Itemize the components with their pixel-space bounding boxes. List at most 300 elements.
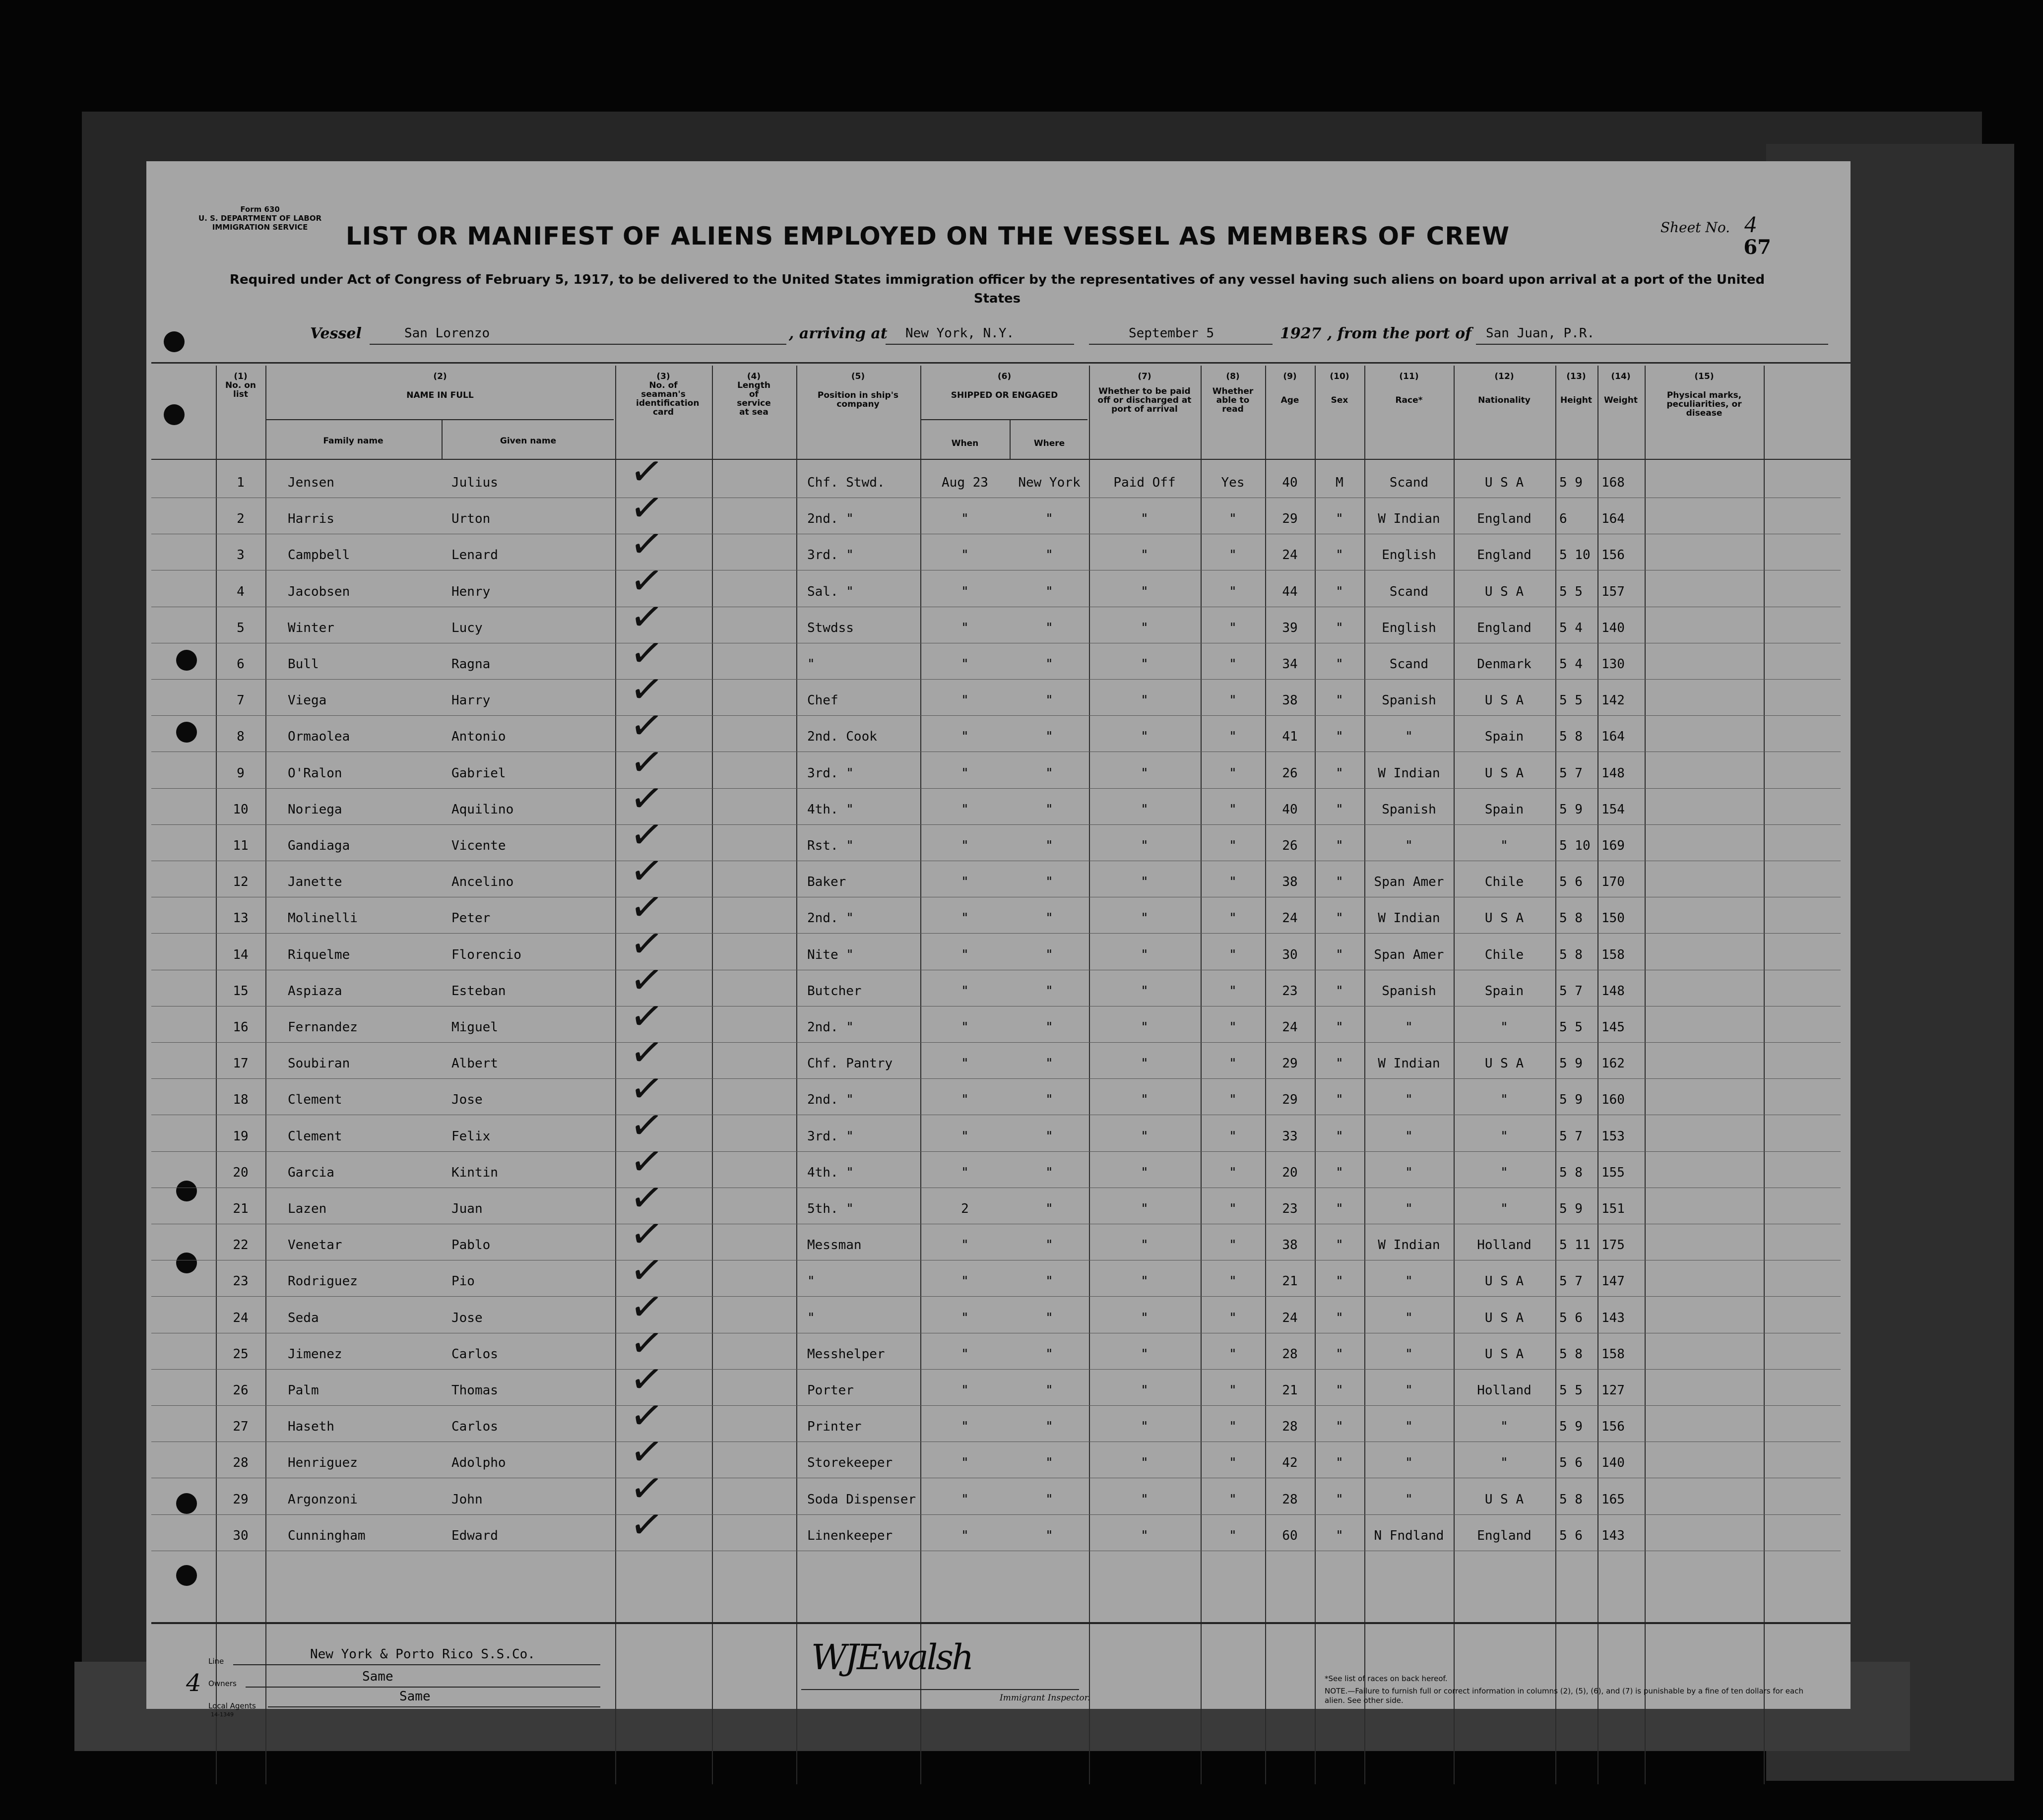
cell-position: 3rd. " [807, 765, 854, 781]
cell-paid-off: " [1141, 1165, 1149, 1180]
check-mark-icon: ✓ [627, 954, 667, 1005]
cell-given-name: Albert [451, 1056, 498, 1071]
cell-family-name: Jimenez [288, 1346, 342, 1362]
cell-position: Stwdss [807, 620, 854, 635]
cell-nationality: U S A [1484, 1310, 1524, 1325]
cell-shipped-where: " [1045, 983, 1053, 999]
cell-paid-off: " [1141, 1274, 1149, 1289]
cell-nationality: " [1500, 838, 1508, 853]
cell-age: 24 [1282, 1310, 1298, 1325]
cell-sex: " [1336, 838, 1343, 853]
cell-position: Chf. Stwd. [807, 475, 885, 490]
cell-sex: " [1336, 802, 1343, 817]
cell-sex: " [1336, 693, 1343, 708]
cell-paid-off: " [1141, 1419, 1149, 1435]
cell-weight: 153 [1601, 1129, 1625, 1144]
cell-family-name: Argonzoni [288, 1492, 358, 1507]
cell-row-number: 10 [233, 802, 249, 817]
cell-position: 2nd. " [807, 911, 854, 926]
cell-height: 5 7 [1559, 1129, 1583, 1144]
cell-given-name: Peter [451, 911, 491, 926]
cell-age: 38 [1282, 1238, 1298, 1253]
header-bottom-rule [151, 459, 1851, 460]
cell-given-name: Edward [451, 1528, 498, 1543]
cell-shipped-when: " [961, 511, 969, 527]
cell-height: 6 [1559, 511, 1567, 527]
cell-row-number: 23 [233, 1274, 249, 1289]
cell-nationality: Holland [1477, 1383, 1532, 1398]
cell-shipped-where: " [1045, 1310, 1053, 1325]
cell-row-number: 26 [233, 1383, 249, 1398]
cell-paid-off: " [1141, 511, 1149, 527]
cell-height: 5 4 [1559, 657, 1583, 672]
check-mark-icon: ✓ [627, 700, 667, 751]
cell-age: 40 [1282, 475, 1298, 490]
cell-shipped-where: " [1045, 1383, 1053, 1398]
cell-race: " [1405, 1455, 1413, 1471]
cell-given-name: Pio [451, 1274, 475, 1289]
cell-height: 5 5 [1559, 1383, 1583, 1398]
cell-race: English [1382, 548, 1436, 563]
cell-sex: " [1336, 1528, 1343, 1543]
cell-nationality: " [1500, 1419, 1508, 1435]
cell-age: 34 [1282, 657, 1298, 672]
cell-race: " [1405, 1419, 1413, 1435]
check-mark-icon: ✓ [627, 446, 667, 497]
check-mark-icon: ✓ [627, 1354, 667, 1405]
cell-family-name: Bull [288, 657, 319, 672]
cell-able-to-read: " [1229, 1165, 1237, 1180]
cell-row-number: 14 [233, 947, 249, 962]
arrival-port: New York, N.Y. [905, 326, 1015, 341]
cell-sex: " [1336, 1056, 1343, 1071]
cell-sex: " [1336, 911, 1343, 926]
cell-position: 5th. " [807, 1201, 854, 1216]
agents-value: Same [399, 1689, 431, 1704]
cell-nationality: " [1500, 1020, 1508, 1035]
cell-row-number: 29 [233, 1492, 249, 1507]
cell-height: 5 8 [1559, 1165, 1583, 1180]
cell-weight: 164 [1601, 729, 1625, 745]
cell-sex: " [1336, 1274, 1343, 1289]
cell-height: 5 10 [1559, 548, 1591, 563]
cell-shipped-when: " [961, 1238, 969, 1253]
cell-sex: " [1336, 765, 1343, 781]
cell-age: 29 [1282, 511, 1298, 527]
cell-family-name: Aspiaza [288, 983, 342, 999]
cell-age: 26 [1282, 765, 1298, 781]
cell-nationality: Holland [1477, 1238, 1532, 1253]
cell-row-number: 6 [237, 657, 245, 672]
cell-shipped-where: " [1045, 584, 1053, 599]
cell-able-to-read: " [1229, 548, 1237, 563]
cell-given-name: Carlos [451, 1419, 498, 1435]
cell-race: English [1382, 620, 1436, 635]
inspector-signature: WJEwalsh [811, 1637, 972, 1678]
cell-paid-off: " [1141, 1383, 1149, 1398]
cell-nationality: England [1477, 548, 1532, 563]
cell-race: Spanish [1382, 983, 1436, 999]
cell-weight: 170 [1601, 875, 1625, 890]
page-subtitle: Required under Act of Congress of February 5, 1917, to be delivered to the United States immigration officer by the representatives of any vessel having such aliens on board upon arrival at a port of the United States [229, 272, 1765, 306]
cell-family-name: Lazen [288, 1201, 327, 1216]
cell-able-to-read: " [1229, 511, 1237, 527]
cell-sex: " [1336, 1455, 1343, 1471]
cell-race: W Indian [1378, 511, 1440, 527]
cell-able-to-read: " [1229, 875, 1237, 890]
cell-weight: 156 [1601, 548, 1625, 563]
cell-height: 5 8 [1559, 1346, 1583, 1362]
check-mark-icon: ✓ [627, 519, 667, 569]
cell-family-name: Janette [288, 875, 342, 890]
check-mark-icon: ✓ [627, 1281, 667, 1332]
cell-height: 5 9 [1559, 1092, 1583, 1108]
cell-able-to-read: " [1229, 911, 1237, 926]
punch-hole [164, 331, 185, 352]
cell-nationality: U S A [1484, 1346, 1524, 1362]
cell-sex: " [1336, 1419, 1343, 1435]
cell-family-name: Soubiran [288, 1056, 350, 1071]
col-id-card-header: (3) No. of seaman's identification card [636, 372, 700, 417]
cell-shipped-where: " [1045, 1346, 1053, 1362]
vessel-name: San Lorenzo [404, 326, 490, 341]
cell-shipped-where: " [1045, 1274, 1053, 1289]
check-mark-icon: ✓ [627, 1499, 667, 1550]
cell-row-number: 16 [233, 1020, 249, 1035]
agents-label: Local Agents [208, 1701, 256, 1710]
cell-age: 38 [1282, 875, 1298, 890]
cell-weight: 154 [1601, 802, 1625, 817]
cell-shipped-when: " [961, 584, 969, 599]
cell-nationality: England [1477, 1528, 1532, 1543]
col-shipped-header: (6) SHIPPED OR ENGAGED [951, 372, 1058, 400]
cell-race: Scand [1389, 584, 1429, 599]
cell-nationality: Spain [1484, 802, 1524, 817]
cell-shipped-when: " [961, 1310, 969, 1325]
cell-shipped-when: " [961, 1346, 969, 1362]
cell-shipped-when: " [961, 1528, 969, 1543]
cell-given-name: Antonio [451, 729, 506, 745]
cell-age: 29 [1282, 1092, 1298, 1108]
check-mark-icon: ✓ [627, 882, 667, 933]
check-mark-icon: ✓ [627, 1100, 667, 1150]
races-note: *See list of races on back hereof. [1325, 1674, 1448, 1683]
cell-given-name: Vicente [451, 838, 506, 853]
cell-height: 5 4 [1559, 620, 1583, 635]
cell-weight: 143 [1601, 1528, 1625, 1543]
table-bottom-rule [151, 1622, 1851, 1624]
cell-sex: " [1336, 1201, 1343, 1216]
cell-given-name: Kintin [451, 1165, 498, 1180]
cell-sex: M [1336, 475, 1343, 490]
cell-nationality: U S A [1484, 1274, 1524, 1289]
cell-age: 30 [1282, 947, 1298, 962]
cell-weight: 140 [1601, 1455, 1625, 1471]
cell-position: Nite " [807, 947, 854, 962]
cell-row-number: 21 [233, 1201, 249, 1216]
cell-paid-off: " [1141, 875, 1149, 890]
cell-nationality: U S A [1484, 475, 1524, 490]
department-name: U. S. DEPARTMENT OF LABOR [198, 214, 322, 223]
cell-family-name: Jensen [288, 475, 334, 490]
cell-row-number: 1 [237, 475, 245, 490]
cell-nationality: England [1477, 511, 1532, 527]
cell-paid-off: " [1141, 1455, 1149, 1471]
check-mark-icon: ✓ [627, 991, 667, 1042]
check-mark-icon: ✓ [627, 628, 667, 679]
cell-sex: " [1336, 1092, 1343, 1108]
check-mark-icon: ✓ [627, 664, 667, 715]
cell-given-name: Felix [451, 1129, 491, 1144]
margin-mark: 4 [186, 1669, 201, 1697]
sheet-value: 4 [1744, 211, 1756, 238]
cell-shipped-when: " [961, 1383, 969, 1398]
cell-family-name: Cunningham [288, 1528, 366, 1543]
cell-nationality: " [1500, 1165, 1508, 1180]
cell-position: Chef [807, 693, 838, 708]
cell-height: 5 9 [1559, 475, 1583, 490]
col-sex-header: (10) Sex [1330, 372, 1349, 405]
cell-able-to-read: " [1229, 1274, 1237, 1289]
cell-shipped-when: " [961, 1165, 969, 1180]
cell-family-name: O'Ralon [288, 765, 342, 781]
cell-family-name: Henriguez [288, 1455, 358, 1471]
col-race-header: (11) Race* [1395, 372, 1423, 405]
cell-sex: " [1336, 729, 1343, 745]
cell-shipped-where: " [1045, 1056, 1053, 1071]
vessel-label: Vessel [310, 325, 362, 342]
col-physical-marks-header: (15) Physical marks, peculiarities, or disease [1666, 372, 1742, 418]
cell-family-name: Noriega [288, 802, 342, 817]
cell-position: Rst. " [807, 838, 854, 853]
cell-sex: " [1336, 1383, 1343, 1398]
cell-family-name: Molinelli [288, 911, 358, 926]
cell-shipped-where: " [1045, 765, 1053, 781]
cell-nationality: Spain [1484, 983, 1524, 999]
cell-able-to-read: " [1229, 983, 1237, 999]
cell-shipped-where: " [1045, 729, 1053, 745]
cell-height: 5 7 [1559, 983, 1583, 999]
cell-shipped-when: " [961, 1092, 969, 1108]
cell-paid-off: " [1141, 1492, 1149, 1507]
cell-given-name: Carlos [451, 1346, 498, 1362]
cell-race: Span Amer [1374, 875, 1444, 890]
cell-shipped-when: " [961, 548, 969, 563]
page-number: 67 [1743, 236, 1771, 259]
cell-position: Baker [807, 875, 846, 890]
cell-row-number: 2 [237, 511, 245, 527]
cell-given-name: Jose [451, 1092, 483, 1108]
cell-row-number: 19 [233, 1129, 249, 1144]
cell-position: 3rd. " [807, 1129, 854, 1144]
cell-position: Printer [807, 1419, 862, 1435]
cell-age: 24 [1282, 911, 1298, 926]
cell-shipped-where: " [1045, 1455, 1053, 1471]
cell-shipped-when: " [961, 875, 969, 890]
cell-sex: " [1336, 657, 1343, 672]
cell-shipped-when: " [961, 1492, 969, 1507]
cell-race: " [1405, 1092, 1413, 1108]
cell-paid-off: " [1141, 1310, 1149, 1325]
cell-shipped-where: " [1045, 838, 1053, 853]
cell-age: 24 [1282, 548, 1298, 563]
cell-weight: 160 [1601, 1092, 1625, 1108]
cell-position: Messhelper [807, 1346, 885, 1362]
check-mark-icon: ✓ [627, 773, 667, 824]
cell-shipped-when: " [961, 802, 969, 817]
cell-weight: 162 [1601, 1056, 1625, 1071]
col-height-header: (13) Height [1560, 372, 1592, 405]
cell-paid-off: " [1141, 1201, 1149, 1216]
cell-paid-off: " [1141, 1238, 1149, 1253]
table-row [151, 628, 1841, 680]
cell-race: Scand [1389, 657, 1429, 672]
cell-row-number: 27 [233, 1419, 249, 1435]
cell-given-name: Florencio [451, 947, 521, 962]
punch-hole [164, 404, 185, 425]
cell-row-number: 9 [237, 765, 245, 781]
cell-shipped-where: " [1045, 947, 1053, 962]
cell-weight: 158 [1601, 1346, 1625, 1362]
cell-paid-off: " [1141, 548, 1149, 563]
check-mark-icon: ✓ [627, 591, 667, 642]
owners-value: Same [362, 1669, 393, 1684]
cell-age: 28 [1282, 1492, 1298, 1507]
cell-family-name: Ormaolea [288, 729, 350, 745]
cell-position: 2nd. " [807, 1092, 854, 1108]
cell-shipped-when: " [961, 1056, 969, 1071]
cell-able-to-read: " [1229, 838, 1237, 853]
col-where-header: Where [1033, 439, 1065, 448]
cell-shipped-when: " [961, 983, 969, 999]
cell-shipped-where: " [1045, 693, 1053, 708]
line-label: Line [208, 1657, 224, 1666]
check-mark-icon: ✓ [627, 809, 667, 860]
cell-paid-off: " [1141, 1129, 1149, 1144]
cell-height: 5 6 [1559, 1528, 1583, 1543]
line-value: New York & Porto Rico S.S.Co. [310, 1647, 535, 1662]
col-position-header: (5) Position in ship's company [817, 372, 899, 409]
cell-able-to-read: " [1229, 1528, 1237, 1543]
check-mark-icon: ✓ [627, 482, 667, 533]
form-code: 14-1349 [211, 1711, 234, 1718]
cell-height: 5 8 [1559, 1492, 1583, 1507]
cell-able-to-read: " [1229, 1383, 1237, 1398]
cell-sex: " [1336, 1165, 1343, 1180]
cell-row-number: 28 [233, 1455, 249, 1471]
cell-race: W Indian [1378, 1238, 1440, 1253]
cell-row-number: 22 [233, 1238, 249, 1253]
check-mark-icon: ✓ [627, 845, 667, 896]
cell-shipped-where: " [1045, 548, 1053, 563]
cell-family-name: Campbell [288, 548, 350, 563]
cell-paid-off: " [1141, 1056, 1149, 1071]
cell-able-to-read: " [1229, 1238, 1237, 1253]
cell-family-name: Haseth [288, 1419, 334, 1435]
cell-nationality: " [1500, 1201, 1508, 1216]
cell-family-name: Viega [288, 693, 327, 708]
cell-weight: 127 [1601, 1383, 1625, 1398]
check-mark-icon: ✓ [627, 1245, 667, 1296]
cell-position: 2nd. Cook [807, 729, 877, 745]
cell-race: " [1405, 1129, 1413, 1144]
cell-position: " [807, 1310, 815, 1325]
cell-race: W Indian [1378, 911, 1440, 926]
cell-race: W Indian [1378, 1056, 1440, 1071]
cell-age: 44 [1282, 584, 1298, 599]
cell-shipped-when: Aug 23 [942, 475, 988, 490]
cell-position: 3rd. " [807, 548, 854, 563]
cell-able-to-read: Yes [1221, 475, 1245, 490]
cell-height: 5 5 [1559, 693, 1583, 708]
cell-race: Spanish [1382, 693, 1436, 708]
cell-height: 5 6 [1559, 1310, 1583, 1325]
cell-able-to-read: " [1229, 657, 1237, 672]
cell-nationality: " [1500, 1455, 1508, 1471]
table-row [151, 1318, 1841, 1370]
cell-given-name: Ragna [451, 657, 491, 672]
cell-given-name: Urton [451, 511, 491, 527]
cell-weight: 151 [1601, 1201, 1625, 1216]
cell-paid-off: " [1141, 802, 1149, 817]
cell-shipped-when: " [961, 947, 969, 962]
cell-row-number: 17 [233, 1056, 249, 1071]
cell-able-to-read: " [1229, 693, 1237, 708]
cell-able-to-read: " [1229, 1129, 1237, 1144]
cell-able-to-read: " [1229, 1455, 1237, 1471]
cell-weight: 157 [1601, 584, 1625, 599]
cell-able-to-read: " [1229, 1346, 1237, 1362]
cell-able-to-read: " [1229, 729, 1237, 745]
cell-row-number: 25 [233, 1346, 249, 1362]
cell-race: " [1405, 838, 1413, 853]
cell-sex: " [1336, 1129, 1343, 1144]
cell-able-to-read: " [1229, 1310, 1237, 1325]
table-top-rule [151, 362, 1851, 364]
cell-shipped-where: " [1045, 1238, 1053, 1253]
check-mark-icon: ✓ [627, 1463, 667, 1513]
cell-paid-off: " [1141, 693, 1149, 708]
cell-height: 5 10 [1559, 838, 1591, 853]
cell-age: 20 [1282, 1165, 1298, 1180]
cell-nationality: U S A [1484, 693, 1524, 708]
sheet-label: Sheet No. [1660, 219, 1730, 236]
cell-height: 5 8 [1559, 911, 1583, 926]
cell-shipped-where: New York [1018, 475, 1081, 490]
cell-age: 26 [1282, 838, 1298, 853]
col-paid-off-header: (7) Whether to be paid off or discharged at port of arrival [1097, 372, 1192, 414]
col-when-header: When [951, 439, 979, 448]
cell-family-name: Harris [288, 511, 334, 527]
cell-sex: " [1336, 1238, 1343, 1253]
cell-position: 2nd. " [807, 511, 854, 527]
cell-weight: 156 [1601, 1419, 1625, 1435]
cell-family-name: Palm [288, 1383, 319, 1398]
cell-position: 2nd. " [807, 1020, 854, 1035]
cell-position: Porter [807, 1383, 854, 1398]
cell-position: Chf. Pantry [807, 1056, 893, 1071]
cell-paid-off: Paid Off [1113, 475, 1176, 490]
cell-able-to-read: " [1229, 1492, 1237, 1507]
cell-height: 5 7 [1559, 765, 1583, 781]
cell-weight: 147 [1601, 1274, 1625, 1289]
cell-paid-off: " [1141, 947, 1149, 962]
col-service-length-header: (4) Length of service at sea [737, 372, 771, 417]
cell-shipped-when: " [961, 729, 969, 745]
cell-shipped-where: " [1045, 911, 1053, 926]
cell-position: Linenkeeper [807, 1528, 893, 1543]
from-label: , from the port of [1327, 325, 1472, 342]
